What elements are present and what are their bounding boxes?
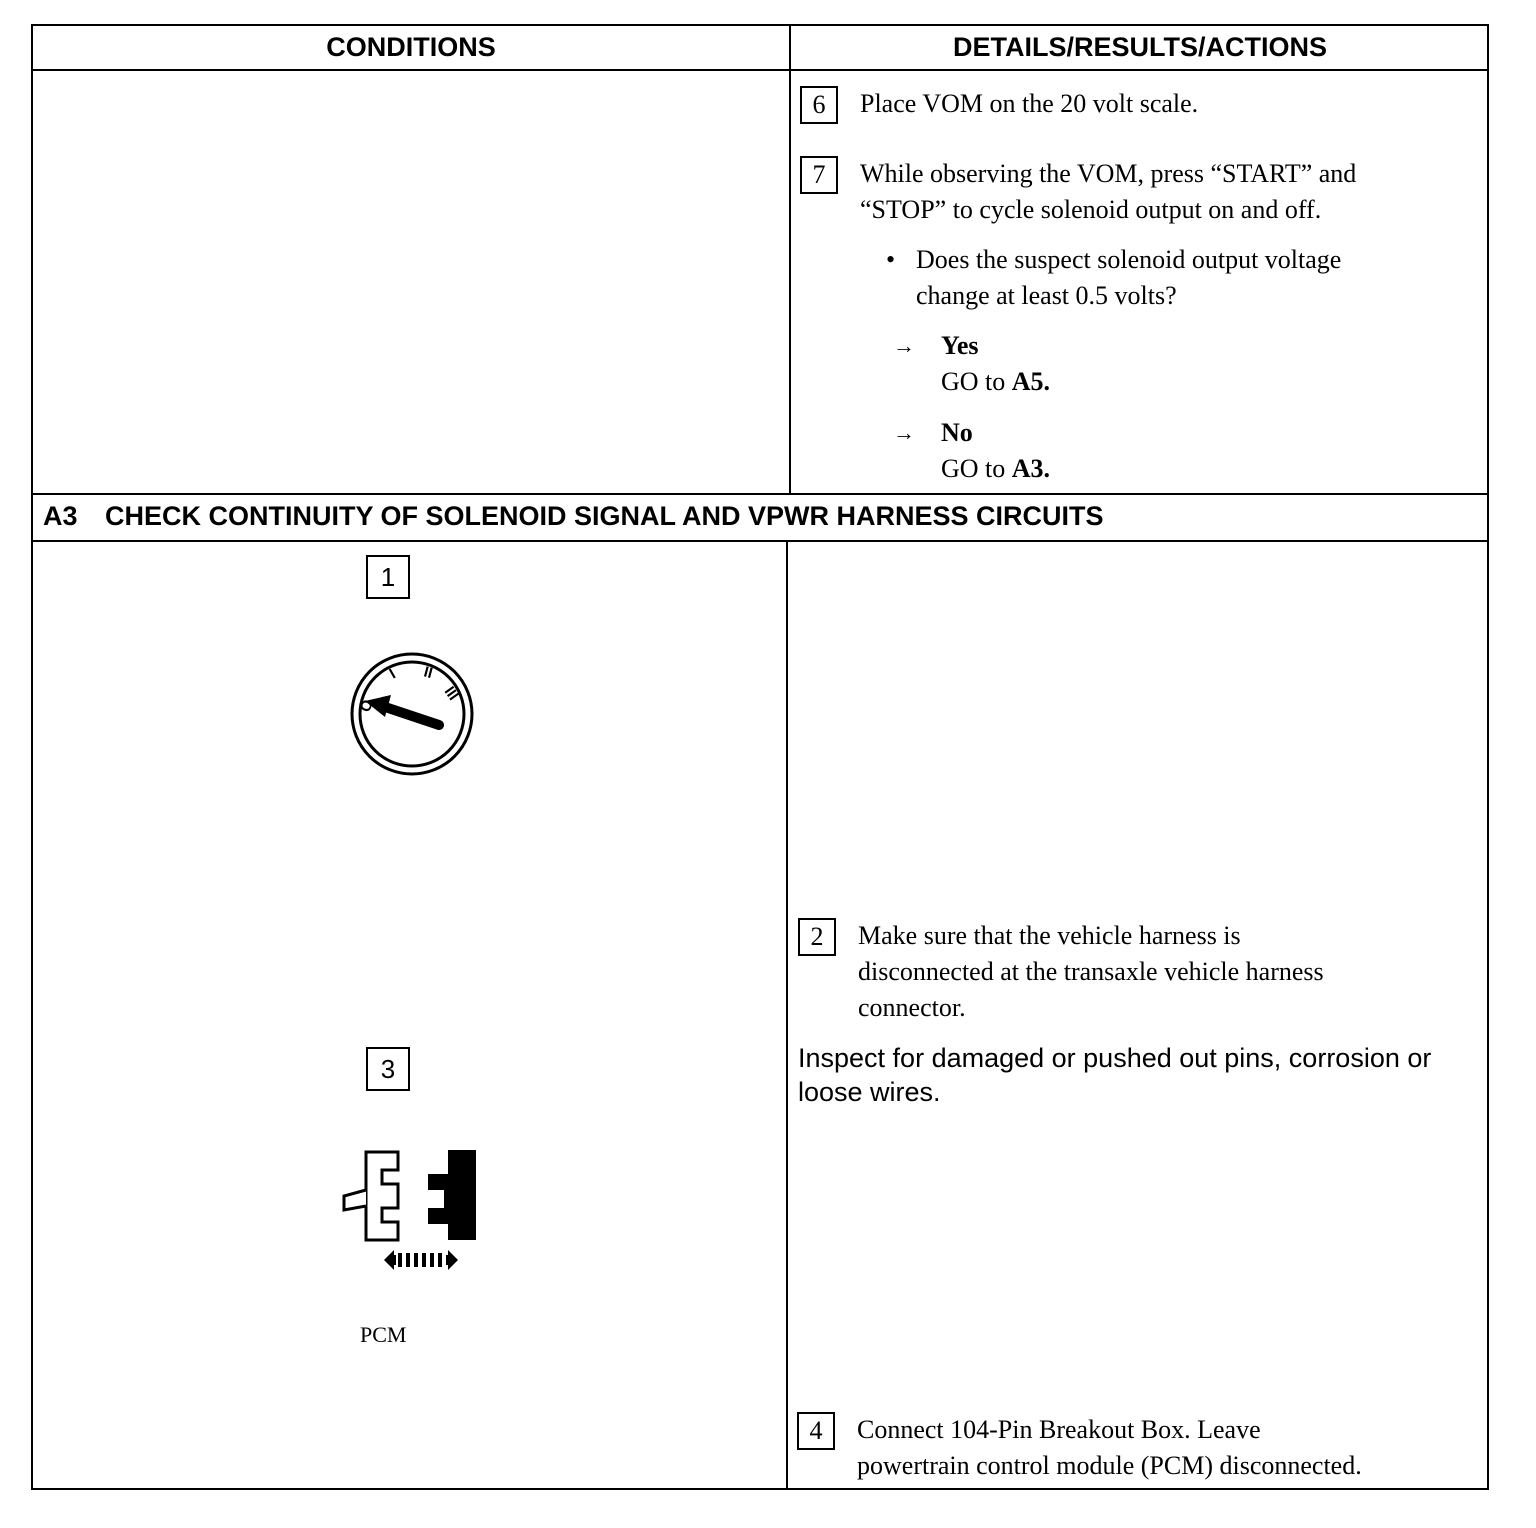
- goto-prefix: GO to: [941, 367, 1012, 396]
- answer-yes: [893, 328, 1050, 400]
- condition-3-box: 3: [366, 1047, 410, 1091]
- ignition-key-off-icon: [347, 649, 477, 779]
- right-arrow-icon: →: [893, 420, 915, 445]
- answer-goto: [941, 451, 1050, 487]
- step-line: Make sure that the vehicle harness is: [858, 921, 1241, 950]
- step-6: [800, 86, 1198, 124]
- step-4: [797, 1412, 1362, 1484]
- connector-disconnect-icon: [338, 1144, 478, 1274]
- a3-section-header: [33, 493, 1489, 540]
- dial-mark-3: III: [440, 683, 462, 704]
- goto-prefix: GO to: [941, 454, 1012, 483]
- column-divider-bottom: [786, 540, 788, 1490]
- details-header: DETAILS/RESULTS/ACTIONS: [791, 26, 1489, 71]
- step-text: [860, 156, 1356, 228]
- step-number-box: 6: [800, 86, 838, 124]
- dial-mark-off: O: [356, 697, 377, 715]
- answer-label: Yes: [941, 331, 979, 360]
- column-divider-top: [789, 26, 791, 493]
- a3-title: CHECK CONTINUITY OF SOLENOID SIGNAL AND VPWR HARNESS CIRCUITS: [105, 501, 1104, 531]
- step-line: While observing the VOM, press “START” and: [860, 159, 1357, 188]
- question-line: change at least 0.5 volts?: [916, 281, 1177, 310]
- diagnostic-table: [31, 24, 1489, 1490]
- bullet-dot: •: [886, 245, 896, 274]
- step-number-box: 2: [798, 918, 836, 956]
- section-divider: [33, 540, 1489, 542]
- step-text: [857, 1412, 1362, 1484]
- step-number-box: 4: [797, 1412, 835, 1450]
- condition-1-box: 1: [366, 555, 410, 599]
- dial-mark-2: II: [421, 663, 435, 683]
- step-7: [800, 156, 1356, 228]
- goto-target: A5.: [1011, 367, 1051, 396]
- step-line: connector.: [858, 993, 966, 1022]
- step-2: [798, 918, 1324, 1026]
- right-arrow-icon: →: [893, 333, 915, 358]
- question-line: Does the suspect solenoid output voltage: [916, 245, 1342, 274]
- step-line: Connect 104-Pin Breakout Box. Leave: [857, 1415, 1261, 1444]
- dial-mark-1: I: [386, 665, 399, 683]
- answer-label: No: [941, 418, 973, 447]
- step-number-box: 7: [800, 156, 838, 194]
- answer-goto: [941, 364, 1050, 400]
- answer-no: [893, 415, 1050, 487]
- question-text: [916, 242, 1341, 314]
- step-text: [860, 86, 1198, 122]
- inspect-note: Inspect for damaged or pushed out pins, corrosion or loose wires.: [798, 1043, 1432, 1107]
- step-text: [858, 918, 1324, 1026]
- a3-code: A3: [43, 501, 78, 531]
- pcm-label: PCM: [360, 1322, 407, 1347]
- conditions-header: CONDITIONS: [33, 26, 789, 71]
- step-line: Place VOM on the 20 volt scale.: [860, 89, 1199, 118]
- goto-target: A3.: [1011, 454, 1051, 483]
- step-line: powertrain control module (PCM) disconnected.: [857, 1451, 1362, 1480]
- step-line: disconnected at the transaxle vehicle harness: [858, 957, 1324, 986]
- question-bullet: [886, 242, 1341, 314]
- step-line: “STOP” to cycle solenoid output on and off.: [860, 195, 1322, 224]
